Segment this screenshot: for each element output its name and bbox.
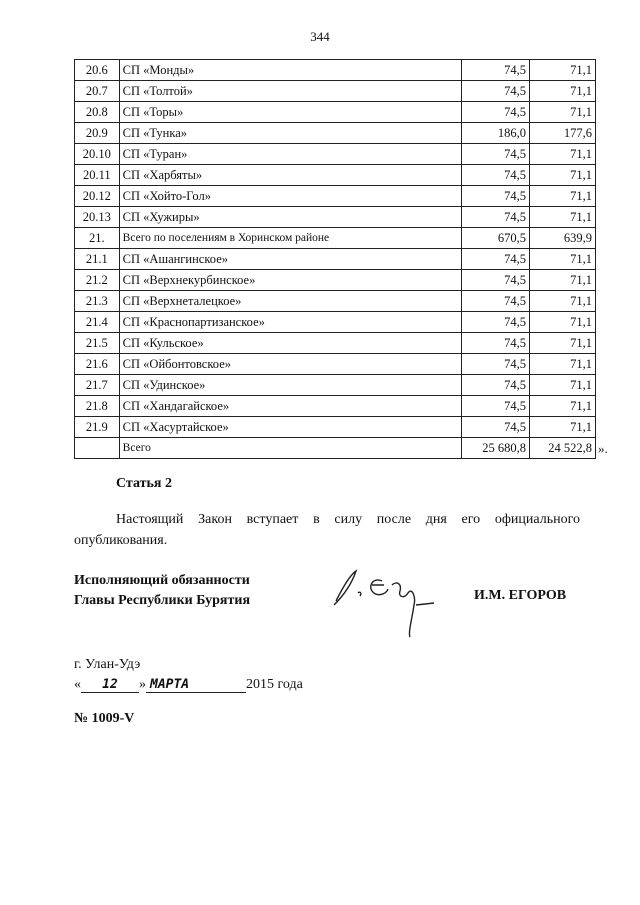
row-number-cell: 21.1	[75, 249, 120, 270]
row-number-cell	[75, 438, 120, 459]
row-number-cell: 20.12	[75, 186, 120, 207]
value-column-1-cell: 74,5	[461, 417, 529, 438]
row-number-cell: 20.9	[75, 123, 120, 144]
signer-position	[74, 571, 250, 611]
table-row	[75, 417, 596, 438]
settlement-name-cell: Всего	[119, 438, 461, 459]
row-number-cell: 21.4	[75, 312, 120, 333]
value-column-1-cell: 670,5	[461, 228, 529, 249]
value-column-1-cell: 74,5	[461, 249, 529, 270]
page-number: 344	[310, 29, 330, 44]
settlement-name-cell: СП «Тунка»	[119, 123, 461, 144]
row-number-cell: 20.6	[75, 60, 120, 81]
settlement-name-cell: СП «Кульское»	[119, 333, 461, 354]
date-close-quote: »	[139, 677, 146, 692]
row-number-cell: 21.6	[75, 354, 120, 375]
table-row	[75, 396, 596, 417]
table-row	[75, 165, 596, 186]
settlement-name-cell: СП «Ойбонтовское»	[119, 354, 461, 375]
handwritten-signature	[322, 563, 452, 643]
date-month: МАРТА	[146, 677, 246, 693]
row-number-cell: 20.10	[75, 144, 120, 165]
value-column-1-cell: 74,5	[461, 186, 529, 207]
value-column-1-cell: 74,5	[461, 291, 529, 312]
value-column-1-cell: 74,5	[461, 333, 529, 354]
value-column-1-cell: 74,5	[461, 81, 529, 102]
settlement-name-cell: Всего по поселениям в Хоринском районе	[119, 228, 461, 249]
value-column-2-cell: 71,1	[529, 102, 595, 123]
row-number-cell: 20.8	[75, 102, 120, 123]
date-open-quote: «	[74, 677, 81, 692]
value-column-2-cell: 71,1	[529, 249, 595, 270]
table-row	[75, 102, 596, 123]
place-of-signing: г. Улан-Удэ	[74, 657, 141, 672]
settlement-name-cell: СП «Удинское»	[119, 375, 461, 396]
value-column-1-cell: 74,5	[461, 270, 529, 291]
article-text: Настоящий Закон вступает в силу после дня его официального опубликования.	[74, 512, 580, 548]
settlement-name-cell: СП «Верхнеталецкое»	[119, 291, 461, 312]
settlement-name-cell: СП «Краснопартизанское»	[119, 312, 461, 333]
settlement-name-cell: СП «Хойто-Гол»	[119, 186, 461, 207]
row-number-cell: 21.	[75, 228, 120, 249]
value-column-2-cell: 71,1	[529, 375, 595, 396]
row-number-cell: 21.8	[75, 396, 120, 417]
row-number-cell: 21.7	[75, 375, 120, 396]
value-column-2-cell: 177,6	[529, 123, 595, 144]
table-row	[75, 312, 596, 333]
value-column-2-cell: 71,1	[529, 165, 595, 186]
table-row	[75, 81, 596, 102]
date-day: 12	[81, 677, 139, 693]
row-number-cell: 21.5	[75, 333, 120, 354]
value-column-2-cell: 71,1	[529, 207, 595, 228]
value-column-1-cell: 74,5	[461, 312, 529, 333]
signer-position-line-1: Исполняющий обязанности	[74, 573, 250, 588]
row-number-cell: 20.7	[75, 81, 120, 102]
value-column-1-cell: 74,5	[461, 165, 529, 186]
value-column-1-cell: 74,5	[461, 375, 529, 396]
table-row	[75, 291, 596, 312]
value-column-1-cell: 74,5	[461, 60, 529, 81]
table-row	[75, 333, 596, 354]
table-row	[75, 354, 596, 375]
law-number: № 1009-V	[74, 711, 135, 726]
closing-quote: ».	[598, 441, 608, 456]
value-column-1-cell: 74,5	[461, 396, 529, 417]
settlement-name-cell: СП «Хасуртайское»	[119, 417, 461, 438]
settlement-name-cell: СП «Торы»	[119, 102, 461, 123]
signer-name: И.М. ЕГОРОВ	[474, 588, 567, 603]
table-row	[75, 186, 596, 207]
value-column-2-cell: 71,1	[529, 354, 595, 375]
value-column-2-cell: 71,1	[529, 144, 595, 165]
value-column-1-cell: 25 680,8	[461, 438, 529, 459]
value-column-2-cell: 71,1	[529, 333, 595, 354]
settlement-name-cell: СП «Монды»	[119, 60, 461, 81]
value-column-2-cell: 71,1	[529, 312, 595, 333]
article-title: Статья 2	[116, 476, 172, 491]
table-row	[75, 207, 596, 228]
value-column-2-cell: 71,1	[529, 60, 595, 81]
value-column-2-cell: 71,1	[529, 417, 595, 438]
value-column-1-cell: 74,5	[461, 354, 529, 375]
settlement-name-cell: СП «Харбяты»	[119, 165, 461, 186]
table-row	[75, 270, 596, 291]
table-row	[75, 249, 596, 270]
value-column-2-cell: 639,9	[529, 228, 595, 249]
value-column-2-cell: 71,1	[529, 186, 595, 207]
table-row	[75, 123, 596, 144]
value-column-1-cell: 186,0	[461, 123, 529, 144]
value-column-2-cell: 71,1	[529, 81, 595, 102]
settlements-table	[74, 59, 596, 459]
value-column-1-cell: 74,5	[461, 207, 529, 228]
settlement-name-cell: СП «Толтой»	[119, 81, 461, 102]
value-column-2-cell: 24 522,8	[529, 438, 595, 459]
table-row	[75, 60, 596, 81]
row-number-cell: 21.3	[75, 291, 120, 312]
signer-position-line-2: Главы Республики Бурятия	[74, 593, 251, 608]
settlement-name-cell: СП «Туран»	[119, 144, 461, 165]
row-number-cell: 20.11	[75, 165, 120, 186]
row-number-cell: 21.2	[75, 270, 120, 291]
value-column-2-cell: 71,1	[529, 396, 595, 417]
table-row	[75, 228, 596, 249]
settlement-name-cell: СП «Ашангинское»	[119, 249, 461, 270]
value-column-2-cell: 71,1	[529, 291, 595, 312]
row-number-cell: 20.13	[75, 207, 120, 228]
settlement-name-cell: СП «Хужиры»	[119, 207, 461, 228]
table-row	[75, 438, 596, 459]
value-column-2-cell: 71,1	[529, 270, 595, 291]
settlement-name-cell: СП «Верхнекурбинское»	[119, 270, 461, 291]
row-number-cell: 21.9	[75, 417, 120, 438]
value-column-1-cell: 74,5	[461, 144, 529, 165]
table-body	[75, 60, 596, 459]
table-row	[75, 375, 596, 396]
date-year: 2015 года	[246, 677, 303, 692]
table-row	[75, 144, 596, 165]
value-column-1-cell: 74,5	[461, 102, 529, 123]
settlement-name-cell: СП «Хандагайское»	[119, 396, 461, 417]
signing-date	[74, 677, 303, 693]
